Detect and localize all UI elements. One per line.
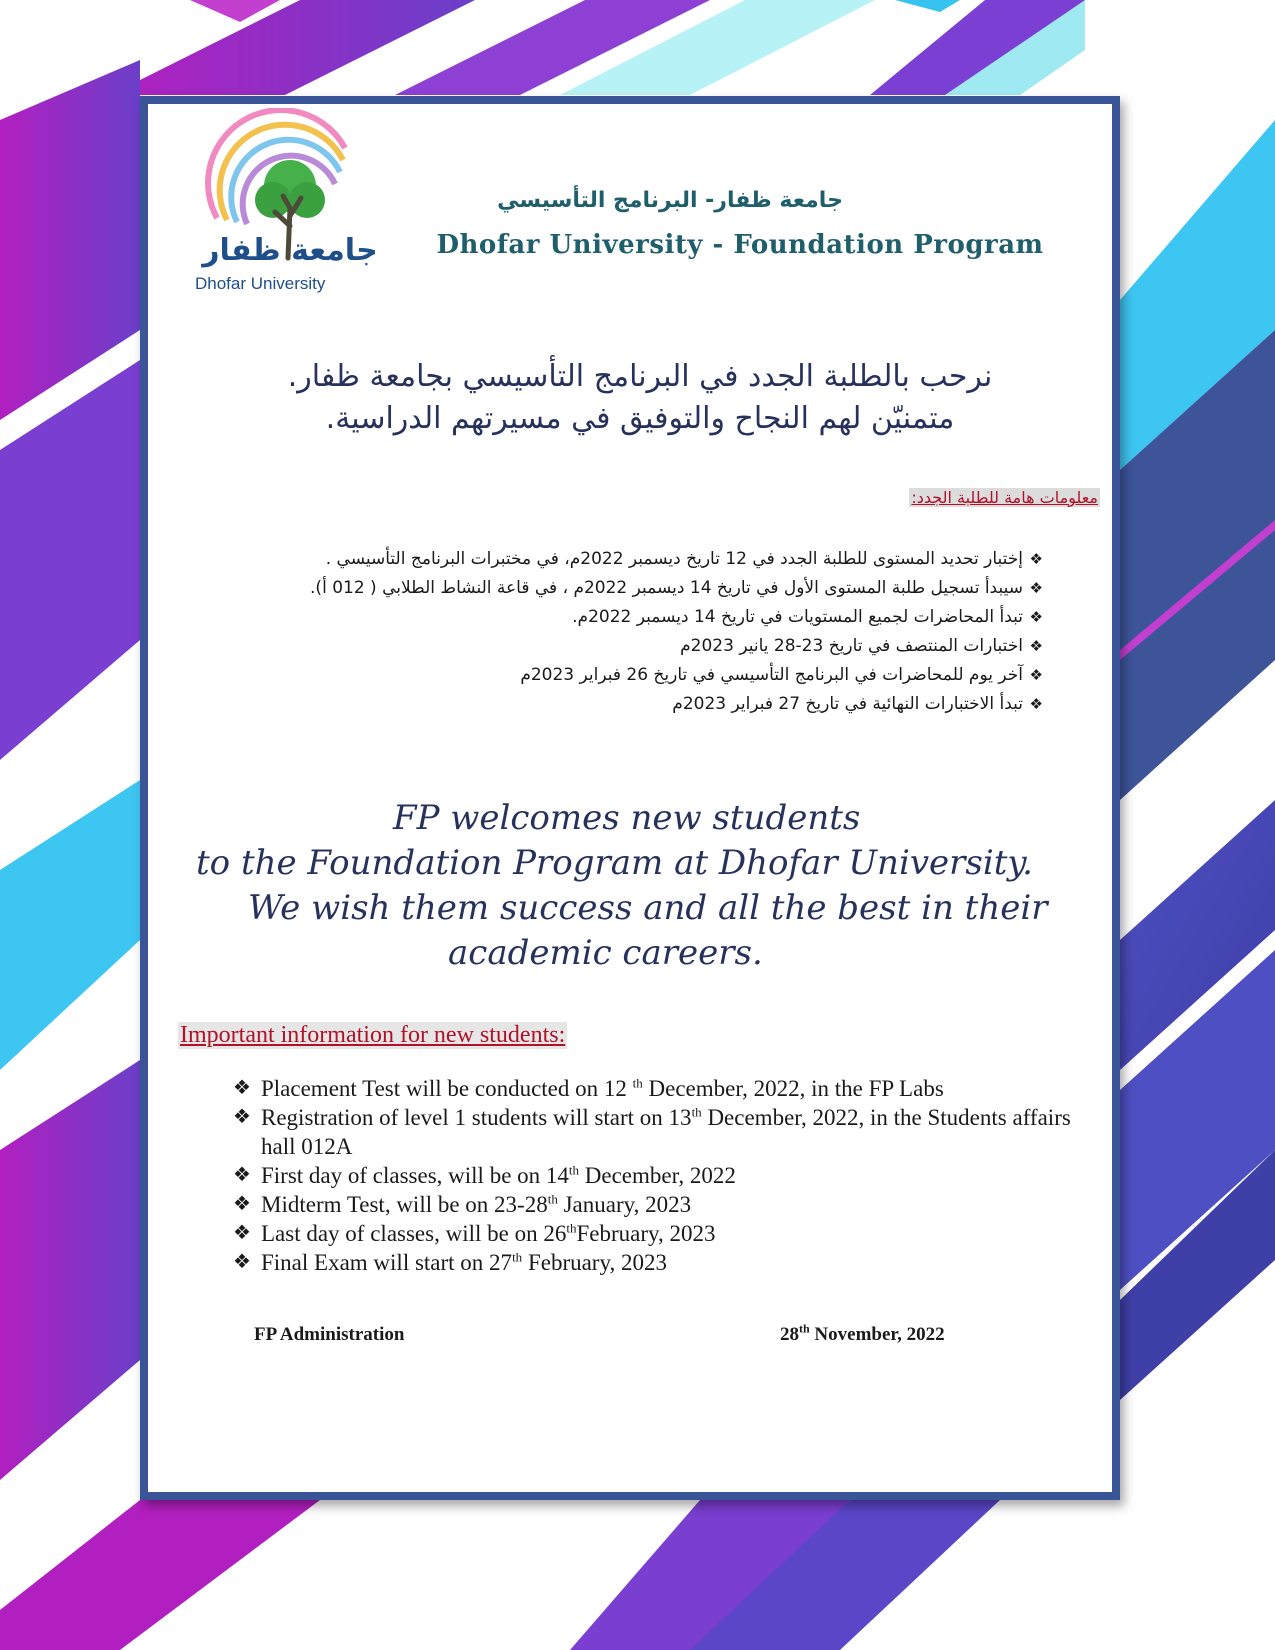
list-item xyxy=(233,1248,1093,1277)
welcome-ar-line-2: متمنيّن لهم النجاح والتوفيق في مسيرتهم الدراسية. xyxy=(325,401,955,436)
list-item-text: December, 2022 xyxy=(579,1163,736,1188)
list-item xyxy=(223,574,1043,603)
welcome-ar-line-1: نرحب بالطلبة الجدد في البرنامج التأسيسي بجامعة ظفار. xyxy=(287,359,993,394)
list-item-text: تبدأ الاختبارات النهائية في تاريخ 27 فبراير 2023م xyxy=(672,694,1023,714)
notice-date xyxy=(780,1321,945,1346)
list-item xyxy=(223,545,1043,574)
list-item-text: آخر يوم للمحاضرات في البرنامج التأسيسي في تاريخ 26 فبراير 2023م xyxy=(520,665,1023,685)
list-item-text: December, 2022, in the FP Labs xyxy=(642,1076,944,1101)
list-item xyxy=(233,1190,1093,1219)
list-item-text: اختبارات المنتصف في تاريخ 23-28 يانير 2023م xyxy=(680,636,1023,656)
diamond-bullet-icon: ❖ xyxy=(1029,695,1043,713)
title-arabic: جامعة ظفار- البرنامج التأسيسي xyxy=(497,188,843,213)
welcome-message-english xyxy=(180,796,1100,976)
logo-text-ar: جامعة ظفار xyxy=(202,233,378,268)
list-item-text: December, 2022, in the Students affairs hall 012A xyxy=(261,1105,1071,1159)
diamond-bullet-icon: ❖ xyxy=(233,1106,251,1128)
ordinal-suffix: th xyxy=(547,1191,558,1207)
diamond-bullet-icon: ❖ xyxy=(1029,608,1043,626)
welcome-en-line-3: We wish them success and all the best in their xyxy=(248,888,1048,928)
diamond-bullet-icon: ❖ xyxy=(233,1251,251,1273)
list-item-text: January, 2023 xyxy=(557,1192,692,1217)
date-rest: November, 2022 xyxy=(809,1324,945,1345)
info-heading-english: Important information for new students: xyxy=(180,1022,566,1048)
list-item xyxy=(233,1161,1093,1190)
welcome-en-line-2: to the Foundation Program at Dhofar University. xyxy=(196,843,1033,883)
diamond-bullet-icon: ❖ xyxy=(1029,637,1043,655)
list-item-text: Last day of classes, will be on 26 xyxy=(261,1221,567,1246)
list-item-text: Final Exam will start on 27 xyxy=(261,1250,513,1275)
signature: FP Administration xyxy=(254,1324,405,1345)
welcome-en-line-4: academic careers. xyxy=(448,933,763,973)
university-logo xyxy=(195,108,385,308)
ordinal-suffix: th xyxy=(799,1321,810,1336)
diamond-bullet-icon: ❖ xyxy=(233,1222,251,1244)
list-item-text: سيبدأ تسجيل طلبة المستوى الأول في تاريخ 14 ديسمبر 2022م ، في قاعة النشاط الطلابي ( 012 أ). xyxy=(310,578,1023,598)
date-day: 28 xyxy=(780,1324,799,1345)
list-item-text: Placement Test will be conducted on 12 xyxy=(261,1076,633,1101)
info-list-english xyxy=(233,1074,1093,1277)
diamond-bullet-icon: ❖ xyxy=(1029,666,1043,684)
welcome-en-line-1: FP welcomes new students xyxy=(393,798,861,838)
ordinal-suffix: th xyxy=(568,1162,580,1178)
list-item xyxy=(223,690,1043,719)
list-item-text: تبدأ المحاضرات لجميع المستويات في تاريخ 14 ديسمبر 2022م. xyxy=(572,607,1023,627)
list-item xyxy=(233,1219,1093,1248)
diamond-bullet-icon: ❖ xyxy=(233,1193,251,1215)
logo-text-en: Dhofar University xyxy=(195,274,326,293)
diamond-bullet-icon: ❖ xyxy=(1029,579,1043,597)
ordinal-suffix: th xyxy=(691,1104,702,1120)
list-item xyxy=(233,1103,1093,1161)
title-english: Dhofar University - Foundation Program xyxy=(436,230,1044,260)
ordinal-suffix: th xyxy=(632,1075,643,1091)
list-item xyxy=(223,603,1043,632)
diamond-bullet-icon: ❖ xyxy=(233,1164,251,1186)
diamond-bullet-icon: ❖ xyxy=(233,1077,251,1099)
info-heading-arabic: معلومات هامة للطلبة الجدد: xyxy=(911,488,1098,507)
ordinal-suffix: th xyxy=(512,1249,523,1265)
diamond-bullet-icon: ❖ xyxy=(1029,550,1043,568)
ordinal-suffix: th xyxy=(566,1220,577,1236)
list-item-text: February, 2023 xyxy=(522,1250,667,1275)
welcome-message-arabic xyxy=(220,356,1060,440)
list-item xyxy=(223,661,1043,690)
list-item-text: Midterm Test, will be on 23-28 xyxy=(261,1192,548,1217)
info-list-arabic xyxy=(223,545,1043,719)
list-item-text: February, 2023 xyxy=(576,1221,716,1246)
list-item xyxy=(233,1074,1093,1103)
list-item-text: First day of classes, will be on 14 xyxy=(261,1163,569,1188)
list-item-text: Registration of level 1 students will start on 13 xyxy=(261,1105,692,1130)
list-item xyxy=(223,632,1043,661)
list-item-text: إختبار تحديد المستوى للطلبة الجدد في 12 تاريخ ديسمبر 2022م، في مختبرات البرنامج التأسيسي . xyxy=(325,549,1023,569)
